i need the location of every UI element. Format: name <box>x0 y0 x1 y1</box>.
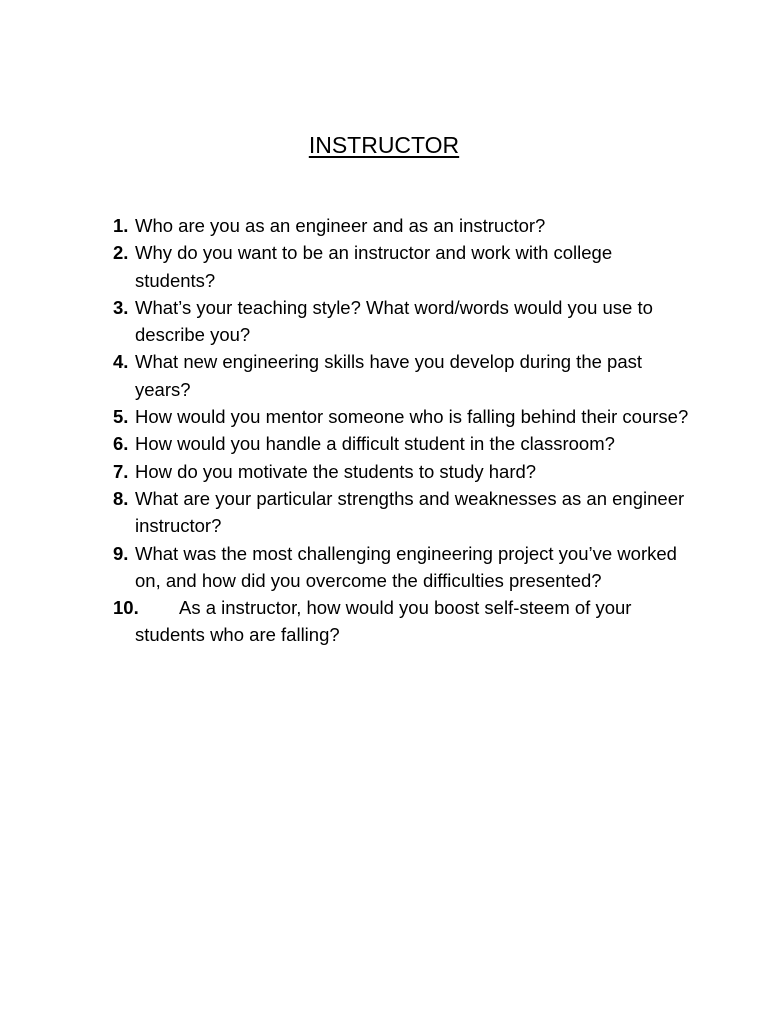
question-text: How would you handle a difficult student in the classroom? <box>135 433 615 455</box>
question-text-wrapper <box>135 594 693 649</box>
question-text: How would you mentor someone who is falling behind their course? <box>135 406 689 428</box>
question-number: 5. <box>113 406 129 428</box>
question-number: 2. <box>113 242 129 264</box>
question-text: Why do you want to be an instructor and work with college students? <box>135 242 613 291</box>
list-item <box>113 403 693 430</box>
list-item <box>113 294 693 349</box>
page-title: INSTRUCTOR <box>308 132 460 158</box>
list-item <box>113 485 693 540</box>
list-item <box>113 239 693 294</box>
question-number: 8. <box>113 487 129 509</box>
list-item <box>113 594 693 649</box>
question-number: 10. <box>113 597 139 619</box>
question-number: 9. <box>113 542 129 564</box>
question-text: What are your particular strengths and weaknesses as an engineer instructor? <box>135 487 685 537</box>
list-item <box>113 212 693 239</box>
question-number: 1. <box>113 215 129 236</box>
question-text: What’s your teaching style? What word/words would you use to describe you? <box>135 296 653 346</box>
question-number: 3. <box>113 296 129 318</box>
question-number: 4. <box>113 351 129 373</box>
question-text: Who are you as an engineer and as an instructor? <box>135 215 546 236</box>
question-text: As a instructor, how would you boost self-steem of your students who are falling? <box>135 597 632 646</box>
question-number: 6. <box>113 433 129 455</box>
question-text: What was the most challenging engineering project you’ve worked on, and how did you overcome the difficulties presented? <box>135 542 677 591</box>
question-list <box>113 212 693 649</box>
list-item <box>113 430 693 457</box>
list-item <box>113 348 693 403</box>
list-item <box>113 540 693 595</box>
list-item <box>113 458 693 485</box>
question-number: 7. <box>113 460 129 482</box>
question-text: How do you motivate the students to study hard? <box>135 460 537 482</box>
question-text: What new engineering skills have you develop during the past years? <box>135 351 643 400</box>
